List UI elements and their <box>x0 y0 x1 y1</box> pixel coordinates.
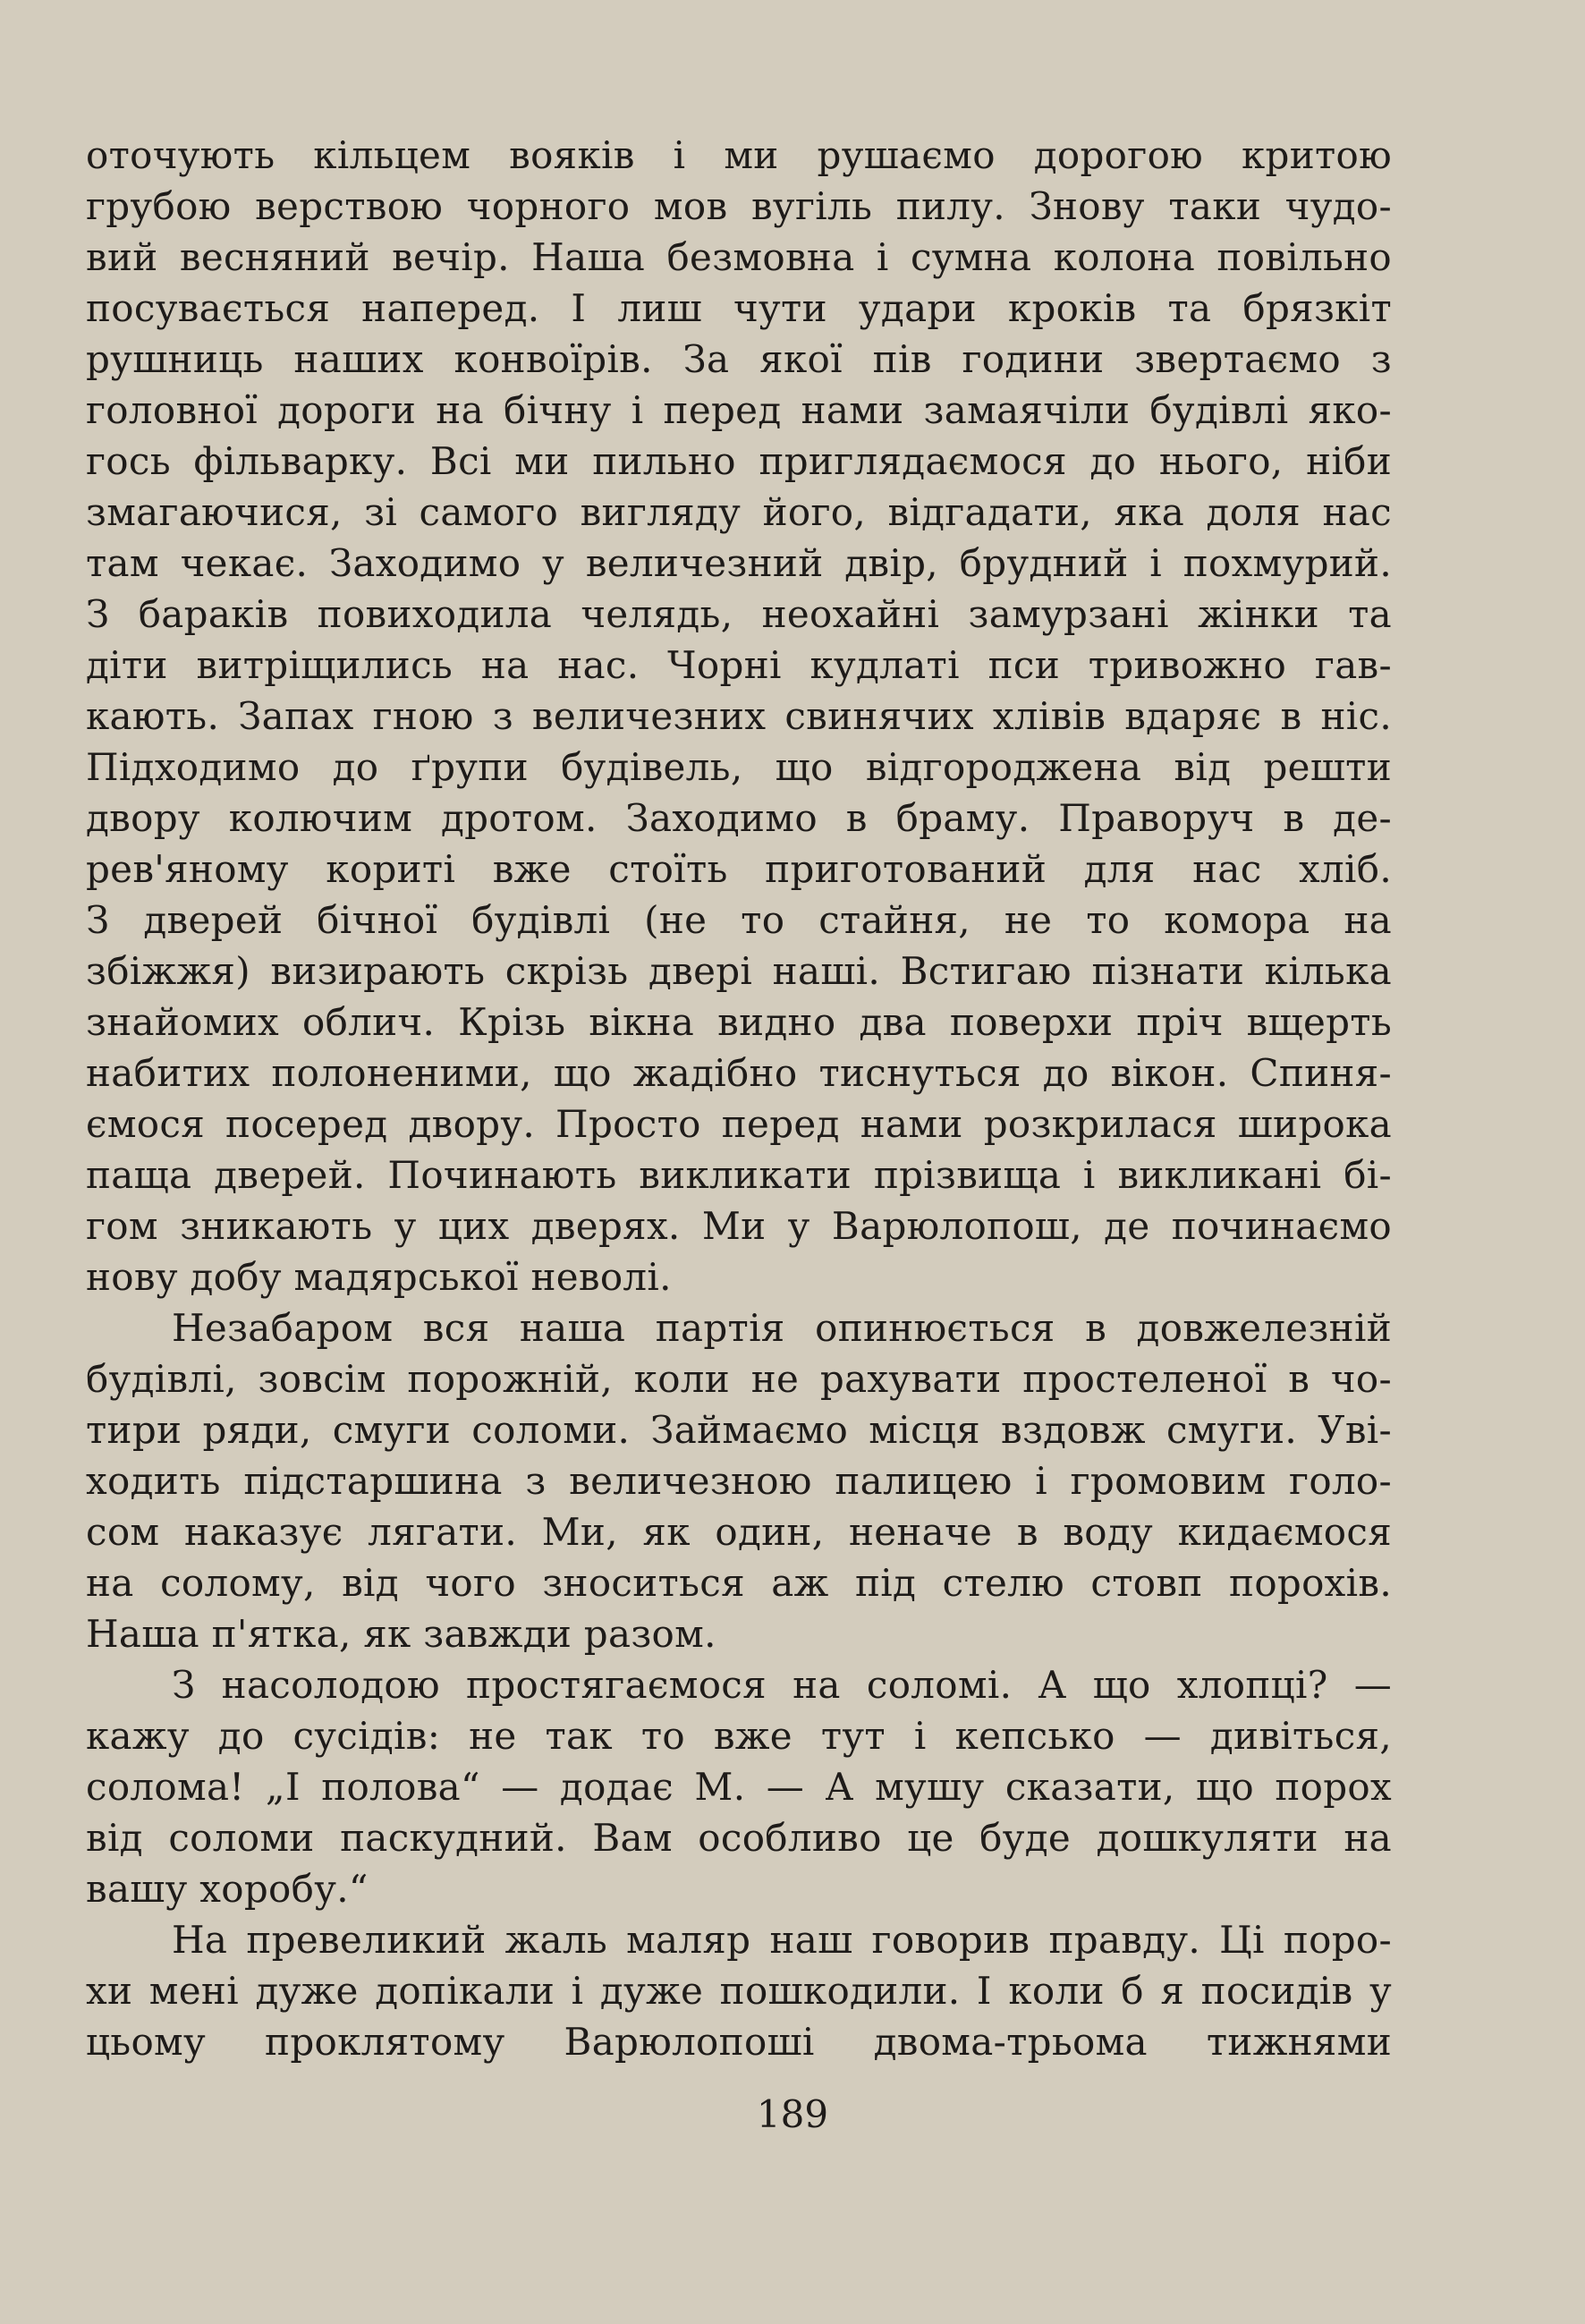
text-line: на солому, від чого зноситься аж під стелю стовп порохів. <box>86 1561 1392 1605</box>
page-body-text <box>86 130 1392 2067</box>
text-line: посувається наперед. І лиш чути удари кроків та брязкіт <box>86 286 1392 330</box>
text-line: вий весняний вечір. Наша безмовна і сумна колона повільно <box>86 235 1392 279</box>
text-line: Незабаром вся наша партія опинюється в довжелезній <box>172 1306 1392 1350</box>
text-line: головної дороги на бічну і перед нами замаячіли будівлі яко- <box>86 388 1392 432</box>
text-line: діти витріщились на нас. Чорні кудлаті пси тривожно гав- <box>86 643 1392 687</box>
text-line: солома! „І полова“ — додає М. — А мушу сказати, що порох <box>86 1765 1392 1809</box>
text-line: двору колючим дротом. Заходимо в браму. Праворуч в де- <box>86 796 1392 840</box>
text-line: гось фільварку. Всі ми пильно приглядаємося до нього, ніби <box>86 439 1392 483</box>
text-line: від соломи паскудний. Вам особливо це буде дошкуляти на <box>86 1816 1392 1860</box>
text-line: кажу до сусідів: не так то вже тут і кепсько — дивіться, <box>86 1714 1392 1758</box>
text-line: ходить підстаршина з величезною палицею і громовим голо- <box>86 1459 1392 1503</box>
text-line: збіжжя) визирають скрізь двері наші. Встигаю пізнати кілька <box>86 949 1392 993</box>
text-line: З дверей бічної будівлі (не то стайня, не то комора на <box>86 898 1392 942</box>
text-line: змагаючися, зі самого вигляду його, відгадати, яка доля нас <box>86 490 1392 534</box>
text-line: набитих полоненими, що жадібно тиснуться до вікон. Спиня- <box>86 1051 1392 1095</box>
page-number: 189 <box>756 2092 829 2136</box>
text-line: вашу хоробу.“ <box>86 1867 369 1911</box>
text-line: рев'яному кориті вже стоїть приготований для нас хліб. <box>86 847 1392 891</box>
text-line: гом зникають у цих дверях. Ми у Варюлопош, де починаємо <box>86 1204 1392 1248</box>
text-line: З насолодою простягаємося на соломі. А що хлопці? — <box>172 1663 1392 1707</box>
text-line: паща дверей. Починають викликати прізвища і викликані бі- <box>86 1153 1392 1197</box>
text-line: цьому проклятому Варюлопоші двома-трьома тижнями <box>86 2020 1392 2064</box>
text-line: нову добу мадярської неволі. <box>86 1255 672 1299</box>
text-line: тири ряди, смуги соломи. Займаємо місця вздовж смуги. Уві- <box>86 1408 1392 1452</box>
text-line: знайомих облич. Крізь вікна видно два поверхи пріч вщерть <box>86 1000 1392 1044</box>
text-line: хи мені дуже допікали і дуже пошкодили. І коли б я посидів у <box>86 1969 1392 2013</box>
text-line: там чекає. Заходимо у величезний двір, брудний і похмурий. <box>86 541 1392 585</box>
text-line: сом наказує лягати. Ми, як один, неначе в воду кидаємося <box>86 1510 1392 1554</box>
text-line: оточують кільцем вояків і ми рушаємо дорогою критою <box>86 133 1392 177</box>
text-line: Наша п'ятка, як завжди разом. <box>86 1612 716 1656</box>
text-line: будівлі, зовсім порожній, коли не рахувати простеленої в чо- <box>86 1357 1392 1401</box>
text-line: кають. Запах гною з величезних свинячих хлівів вдаряє в ніс. <box>86 694 1392 738</box>
text-line: З бараків повиходила челядь, неохайні замурзані жінки та <box>86 592 1392 636</box>
text-line: Підходимо до ґрупи будівель, що відгороджена від решти <box>86 745 1392 789</box>
text-line: ємося посеред двору. Просто перед нами розкрилася широка <box>86 1102 1392 1146</box>
text-line: На превеликий жаль маляр наш говорив правду. Ці поро- <box>172 1918 1392 1962</box>
text-line: грубою верствою чорного мов вугіль пилу. Знову таки чудо- <box>86 184 1392 228</box>
text-line: рушниць наших конвоїрів. За якої пів години звертаємо з <box>86 337 1392 381</box>
